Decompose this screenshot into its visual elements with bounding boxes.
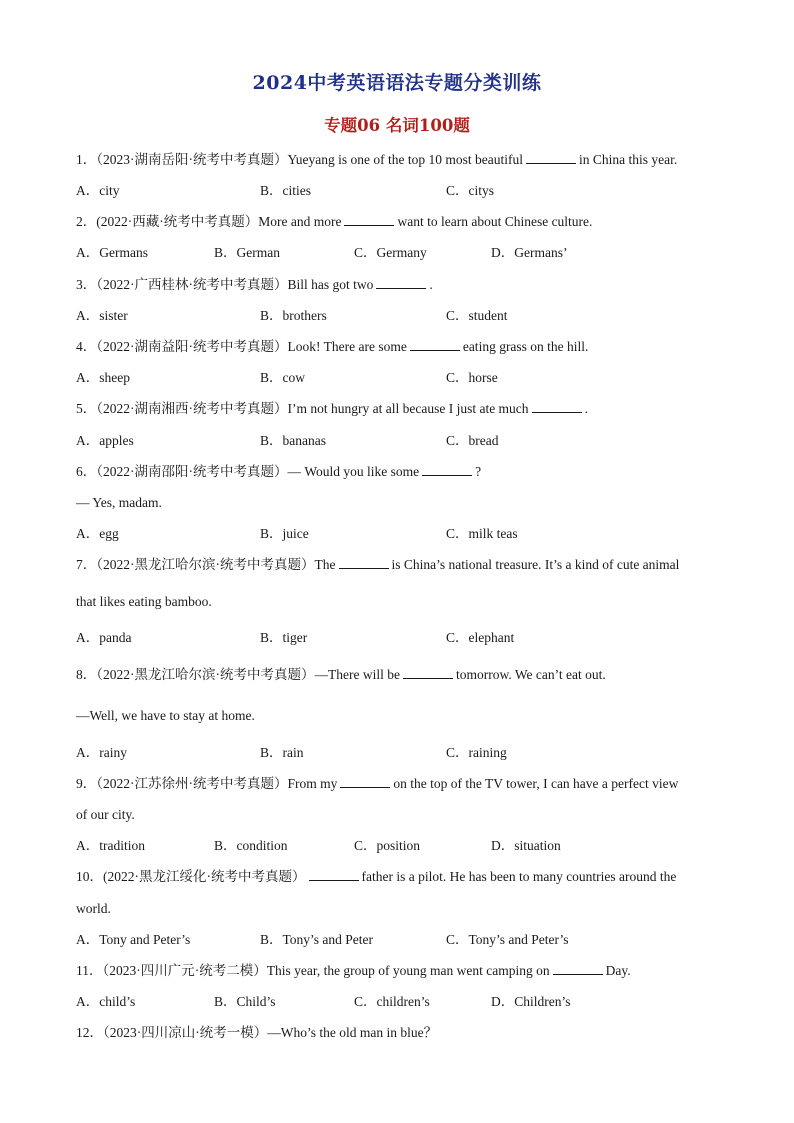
question-text: This year, the group of young man went camping on [266,963,550,978]
question-source: 6．（2022·湖南邵阳·统考中考真题） [76,464,288,479]
option-b: B．cities [260,183,311,198]
question-7 [76,556,679,574]
question-source: 9．（2022·江苏徐州·统考中考真题） [76,776,288,791]
answer-blank [403,667,453,679]
page-title: 2024中考英语语法专题分类训练 [252,72,542,94]
option-a: A．Germans [76,245,148,260]
option-c: C．raining [446,745,507,760]
question-text: is China’s national treasure. It’s a kind of cute animal [391,557,680,572]
question-3 [76,276,433,294]
option-a: A．panda [76,630,132,645]
question-2 [76,213,592,231]
question-source: 7．（2022·黑龙江哈尔滨·统考中考真题） [76,557,315,572]
question-text: eating grass on the hill. [462,339,589,354]
question-source: 8．（2022·黑龙江哈尔滨·统考中考真题） [76,667,315,682]
option-b: B．brothers [260,308,327,323]
question-text: . [584,401,588,416]
question-continuation: of our city. [76,807,135,822]
option-c: C．citys [446,183,495,198]
answer-blank [553,963,603,975]
answer-blank [376,277,426,289]
question-source: 5．（2022·湖南湘西·统考中考真题） [76,401,288,416]
answer-blank [532,401,582,413]
question-source: 10．(2022·黑龙江绥化·统考中考真题） [76,869,306,884]
question-source: 4．（2022·湖南益阳·统考中考真题） [76,339,288,354]
option-b: B．Child’s [214,994,276,1009]
option-a: A．apples [76,433,134,448]
option-a: A．city [76,183,120,198]
question-text: Bill has got two [287,277,374,292]
answer-blank [526,152,576,164]
question-text: Look! There are some [287,339,407,354]
option-b: B．bananas [260,433,326,448]
question-text: tomorrow. We can’t eat out. [455,667,606,682]
question-4 [76,338,588,356]
option-c: C．Tony’s and Peter’s [446,932,569,947]
option-c: C．horse [446,370,498,385]
option-a: A．child’s [76,994,136,1009]
option-a: A．sheep [76,370,130,385]
question-text: More and more [258,214,342,229]
question-text: father is a pilot. He has been to many countries around the [361,869,677,884]
option-c: C．milk teas [446,526,518,541]
question-text: Yueyang is one of the top 10 most beautiful [287,152,523,167]
question-continuation: that likes eating bamboo. [76,594,212,609]
option-b: B．tiger [260,630,308,645]
option-c: C．student [446,308,508,323]
option-b: B．Tony’s and Peter [260,932,374,947]
question-text: in China this year. [578,152,678,167]
question-text: on the top of the TV tower, I can have a perfect view [393,776,679,791]
question-text: Day. [605,963,631,978]
page-subtitle: 专题06 名词100题 [324,116,470,135]
question-text: From my [287,776,338,791]
dialogue-reply: — Yes, madam. [76,495,162,510]
answer-blank [410,339,460,351]
option-a: A．rainy [76,745,127,760]
option-a: A．sister [76,308,128,323]
question-6 [76,463,481,481]
option-d: D．Germans’ [491,245,568,260]
question-source: 12．（2023·四川凉山·统考一模） [76,1025,268,1040]
option-b: B．juice [260,526,309,541]
answer-blank [309,869,359,881]
option-d: D．Children’s [491,994,571,1009]
option-c: C．elephant [446,630,515,645]
option-d: D．situation [491,838,561,853]
question-text: —Who’s the old man in blue？ [267,1025,438,1040]
option-a: A．Tony and Peter’s [76,932,191,947]
option-c: C．Germany [354,245,427,260]
option-a: A．egg [76,526,119,541]
question-text: —There will be [314,667,400,682]
answer-blank [422,464,472,476]
option-b: B．condition [214,838,288,853]
question-text: want to learn about Chinese culture. [397,214,593,229]
question-source: 11．（2023·四川广元·统考二模） [76,963,267,978]
option-b: B．rain [260,745,304,760]
question-text: . [429,277,433,292]
question-text: The [314,557,336,572]
question-continuation: world. [76,901,111,916]
question-11 [76,962,631,980]
option-a: A．tradition [76,838,145,853]
question-9 [76,775,678,793]
question-8 [76,666,606,684]
question-source: 2．(2022·西藏·统考中考真题） [76,214,259,229]
dialogue-reply: —Well, we have to stay at home. [76,708,255,723]
question-5 [76,400,588,418]
answer-blank [344,214,394,226]
answer-blank [339,557,389,569]
question-1 [76,151,677,169]
option-b: B．German [214,245,280,260]
option-b: B．cow [260,370,305,385]
question-12 [76,1024,437,1042]
option-c: C．children’s [354,994,430,1009]
option-c: C．position [354,838,421,853]
answer-blank [340,776,390,788]
option-c: C．bread [446,433,499,448]
question-10 [76,868,676,886]
question-text: I’m not hungry at all because I just ate much [287,401,529,416]
question-text: — Would you like some [287,464,420,479]
question-source: 1．（2023·湖南岳阳·统考中考真题） [76,152,288,167]
question-text: ? [475,464,482,479]
question-source: 3．（2022·广西桂林·统考中考真题） [76,277,288,292]
